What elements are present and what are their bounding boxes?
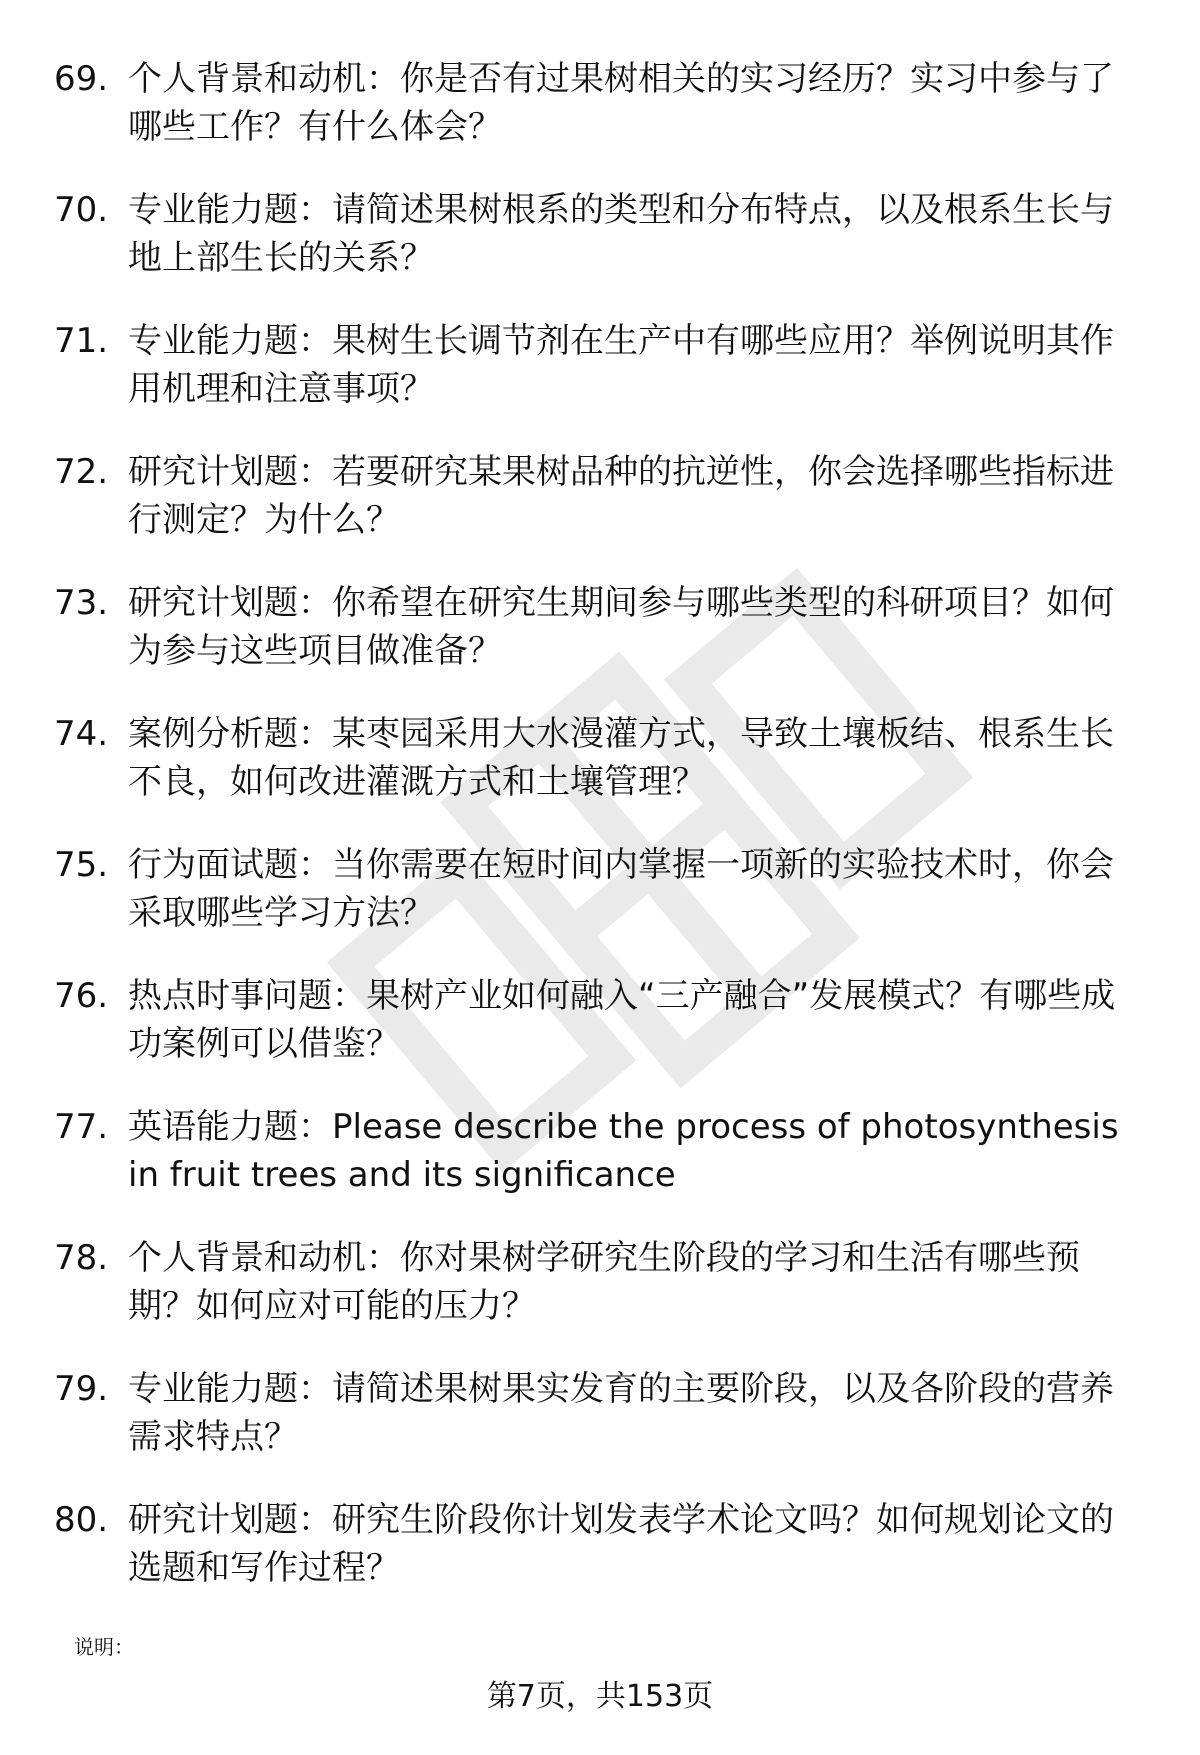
- question-number: 73.: [54, 583, 109, 623]
- question-item: [0, 317, 1200, 448]
- question-text: 个人背景和动机：你对果树学研究生阶段的学习和生活有哪些预期？如何应对可能的压力？: [128, 1238, 1080, 1326]
- question-text: 专业能力题：请简述果树果实发育的主要阶段，以及各阶段的营养需求特点？: [128, 1369, 1114, 1457]
- page-number-footer: 第7页，共153页: [486, 1679, 714, 1714]
- question-item: [0, 1365, 1200, 1496]
- question-text: 案例分析题：某枣园采用大水漫灌方式，导致土壤板结、根系生长不良，如何改进灌溉方式和土壤管理？: [128, 714, 1114, 802]
- question-number: 76.: [54, 976, 109, 1016]
- question-text: 专业能力题：果树生长调节剂在生产中有哪些应用？举例说明其作用机理和注意事项？: [128, 321, 1114, 409]
- question-item: [0, 55, 1200, 186]
- question-number: 70.: [54, 190, 109, 230]
- question-item: [0, 579, 1200, 710]
- question-number: 69.: [54, 59, 109, 99]
- question-item: [0, 841, 1200, 972]
- question-number: 72.: [54, 452, 109, 492]
- question-item: [0, 710, 1200, 841]
- question-text: 研究计划题：研究生阶段你计划发表学术论文吗？如何规划论文的选题和写作过程？: [128, 1500, 1114, 1588]
- question-text: 研究计划题：你希望在研究生期间参与哪些类型的科研项目？如何为参与这些项目做准备？: [128, 583, 1114, 671]
- question-text: 专业能力题：请简述果树根系的类型和分布特点，以及根系生长与地上部生长的关系？: [128, 190, 1114, 278]
- question-number: 77.: [54, 1107, 109, 1147]
- question-item: [0, 448, 1200, 579]
- note-label: 说明：: [74, 1635, 134, 1659]
- question-item: [0, 186, 1200, 317]
- question-number: 74.: [54, 714, 109, 754]
- question-text: 热点时事问题：果树产业如何融入“三产融合”发展模式？有哪些成功案例可以借鉴？: [128, 976, 1116, 1064]
- question-list: [0, 55, 1200, 1627]
- question-text: 行为面试题：当你需要在短时间内掌握一项新的实验技术时，你会采取哪些学习方法？: [128, 845, 1114, 933]
- question-item: [0, 1496, 1200, 1627]
- question-item: [0, 1234, 1200, 1365]
- question-item: [0, 972, 1200, 1103]
- question-text: 个人背景和动机：你是否有过果树相关的实习经历？实习中参与了哪些工作？有什么体会？: [128, 59, 1114, 147]
- question-number: 79.: [54, 1369, 109, 1409]
- question-number: 75.: [54, 845, 109, 885]
- question-number: 80.: [54, 1500, 109, 1540]
- question-item: [0, 1103, 1200, 1234]
- question-number: 78.: [54, 1238, 109, 1278]
- question-number: 71.: [54, 321, 109, 361]
- question-text: 研究计划题：若要研究某果树品种的抗逆性，你会选择哪些指标进行测定？为什么？: [128, 452, 1114, 540]
- question-text: 英语能力题：Please describe the process of photosynthesis in fruit trees and its significance: [128, 1107, 1119, 1195]
